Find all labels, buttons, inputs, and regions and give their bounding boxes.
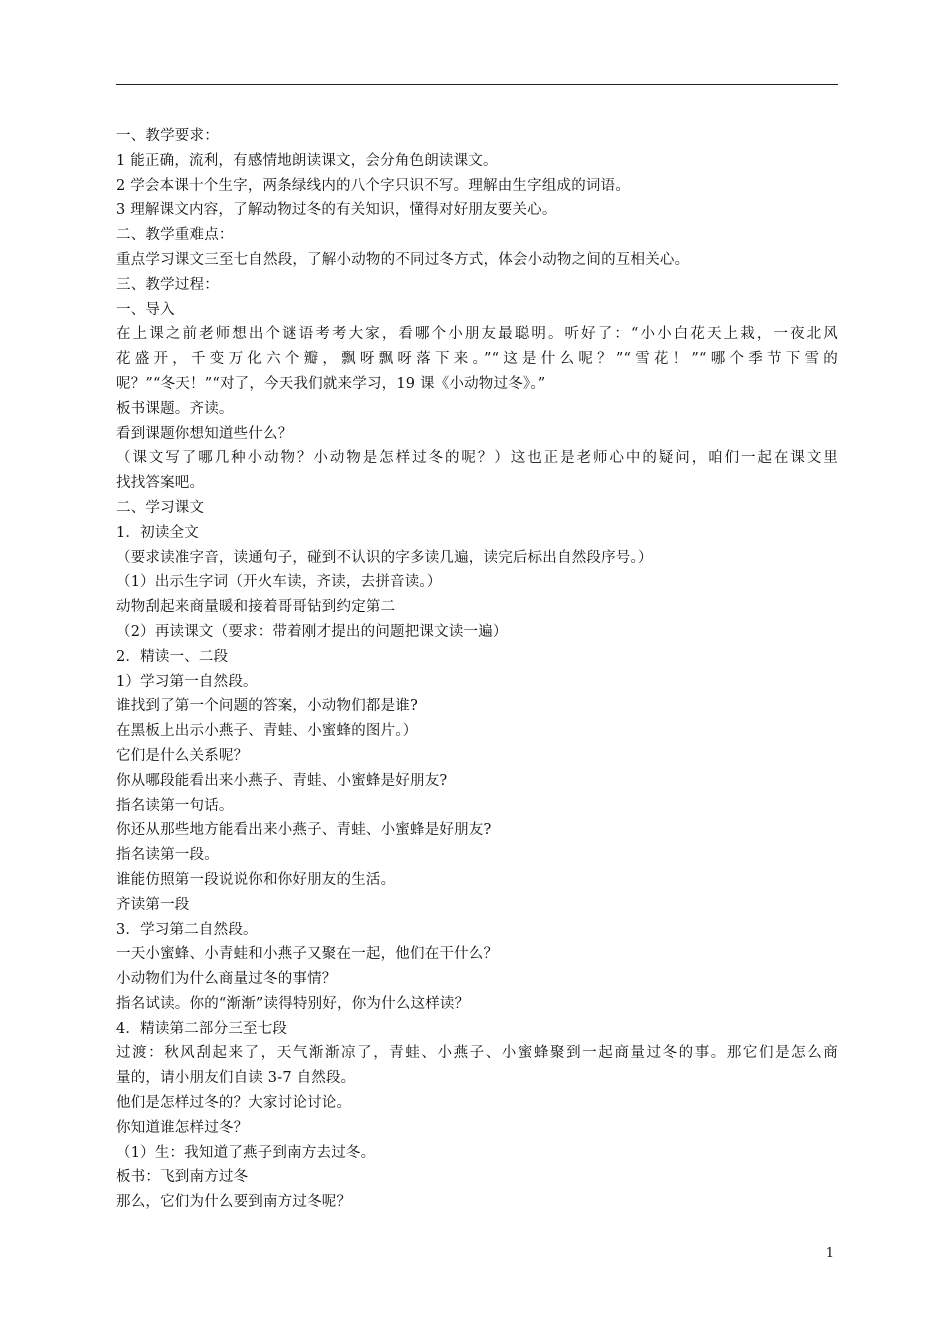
text-line: 板书课题。齐读。 xyxy=(116,400,234,417)
text-line: 齐读第一段 xyxy=(116,896,190,913)
text-line: 量的，请小朋友们自读 3-7 自然段。 xyxy=(116,1070,356,1087)
header-rule xyxy=(116,84,838,85)
text-line: 2 学会本课十个生字，两条绿线内的八个字只识不写。理解由生字组成的词语。 xyxy=(116,177,631,194)
text-line: 2．精读一、二段 xyxy=(116,648,229,665)
text-line: 重点学习课文三至七自然段，了解小动物的不同过冬方式，体会小动物之间的互相关心。 xyxy=(116,251,690,268)
text-line: （1）生：我知道了燕子到南方去过冬。 xyxy=(116,1144,376,1161)
text-line: （2）再读课文（要求：带着刚才提出的问题把课文读一遍） xyxy=(116,623,508,640)
text-line: 那么，它们为什么要到南方过冬呢？ xyxy=(116,1194,352,1211)
text-line: 你还从那些地方能看出来小燕子、青蛙、小蜜蜂是好朋友? xyxy=(116,822,492,839)
text-line: （要求读准字音，读通句子，碰到不认识的字多读几遍，读完后标出自然段序号。） xyxy=(116,549,653,566)
text-line: 4．精读第二部分三至七段 xyxy=(116,1020,288,1037)
text-line: 板书：飞到南方过冬 xyxy=(116,1169,249,1186)
text-line: 呢？”“冬天！”“对了，今天我们就来学习，19 课《小动物过冬》。” xyxy=(116,375,546,392)
text-line: 在黑板上出示小燕子、青蛙、小蜜蜂的图片。） xyxy=(116,723,418,740)
text-line: 一天小蜜蜂、小青蛙和小燕子又聚在一起，他们在干什么？ xyxy=(116,946,499,963)
text-line: 你从哪段能看出来小燕子、青蛙、小蜜蜂是好朋友? xyxy=(116,772,448,789)
text-line: 过渡：秋风刮起来了，天气渐渐凉了，青蛙、小燕子、小蜜蜂聚到一起商量过冬的事。那它们是怎么商 xyxy=(116,1045,838,1062)
document-body xyxy=(116,124,838,1215)
text-line: 谁能仿照第一段说说你和你好朋友的生活。 xyxy=(116,871,396,888)
text-line: 花盛开，千变万化六个瓣，飘呀飘呀落下来。”“这是什么呢？”“雪花！”“哪个季节下雪的 xyxy=(116,351,838,368)
text-line: 一、导入 xyxy=(116,301,175,318)
text-line: 看到课题你想知道些什么？ xyxy=(116,425,293,442)
text-line: 他们是怎样过冬的？大家讨论讨论。 xyxy=(116,1095,352,1112)
page-number: 1 xyxy=(825,1246,834,1261)
text-line: 1）学习第一自然段。 xyxy=(116,673,258,690)
text-line: 二、教学重难点： xyxy=(116,227,234,244)
text-line: 二、学习课文 xyxy=(116,499,205,516)
text-line: 指名读第一段。 xyxy=(116,847,219,864)
text-line: 指名读第一句话。 xyxy=(116,797,234,814)
text-line: 在上课之前老师想出个谜语考考大家，看哪个小朋友最聪明。听好了：“小小白花天上栽，一夜北风 xyxy=(116,326,838,343)
text-line: 谁找到了第一个问题的答案，小动物们都是谁? xyxy=(116,698,418,715)
text-line: 小动物们为什么商量过冬的事情？ xyxy=(116,971,337,988)
text-line: 找找答案吧。 xyxy=(116,475,205,492)
text-line: 动物刮起来商量暖和接着哥哥钻到约定第二 xyxy=(116,599,396,616)
text-line: （1）出示生字词（开火车读，齐读，去拼音读。） xyxy=(116,574,442,591)
text-line: 一、教学要求： xyxy=(116,128,219,144)
text-line: 它们是什么关系呢？ xyxy=(116,747,249,764)
text-line: 指名试读。你的“渐渐”读得特别好，你为什么这样读？ xyxy=(116,995,470,1012)
text-line: （课文写了哪几种小动物？小动物是怎样过冬的呢？）这也正是老师心中的疑问，咱们一起在课文里 xyxy=(116,450,838,467)
text-line: 3 理解课文内容，了解动物过冬的有关知识，懂得对好朋友要关心。 xyxy=(116,202,557,219)
text-line: 3．学习第二自然段。 xyxy=(116,921,258,938)
text-line: 1．初读全文 xyxy=(116,524,199,541)
text-line: 你知道谁怎样过冬？ xyxy=(116,1119,249,1136)
text-line: 三、教学过程： xyxy=(116,276,219,293)
text-line: 1 能正确，流利，有感情地朗读课文，会分角色朗读课文。 xyxy=(116,152,498,169)
